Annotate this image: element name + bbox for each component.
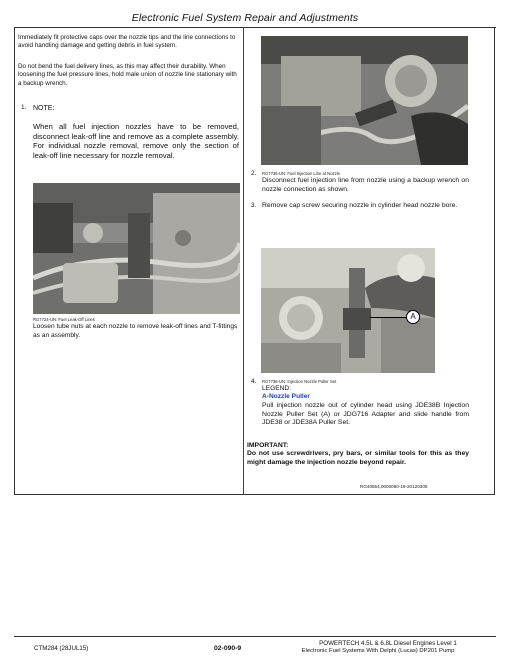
photo2-caption: RG7735-UN: Fuel Injection Line at Nozzle (262, 171, 340, 176)
photo-injection-line-at-nozzle (261, 36, 468, 165)
callout-a-badge (406, 310, 420, 324)
page-header-title: Electronic Fuel System Repair and Adjustments (131, 12, 359, 24)
step-1-number: 1. (21, 104, 27, 111)
footer-title-line-1: POWERTECH 4.5L & 6.8L Diesel Engines Level 1 (319, 640, 457, 647)
photo3-caption: RG7736-UN: Injection Nozzle Puller Set (262, 379, 337, 384)
intro-paragraph-1: Immediately fit protective caps over the nozzle tips and the line connections to avoid handling damage and getting debris in fuel system. (18, 34, 236, 50)
step-4-number: 4. (251, 378, 257, 385)
step-4-text: Pull injection nozzle out of cylinder head using JDE38B Injection Nozzle Puller Set (A) or JDG716 Adapter and slide handle from JDE38 or JDE38A Puller Set. (262, 402, 469, 427)
reference-code: RG40854,0000060-19-20120308 (360, 484, 428, 489)
legend-title: LEGEND: (262, 385, 291, 392)
callout-a-label: A (410, 312, 416, 321)
step-2-text: Disconnect fuel injection line from nozzle using a backup wrench on nozzle connection as shown. (262, 177, 469, 193)
step-3-text: Remove cap screw securing nozzle in cylinder head nozzle bore. (262, 202, 458, 209)
footer-manual-id: CTM284 (28JUL15) (34, 645, 89, 652)
note-text: When all fuel injection nozzles have to be removed, disconnect leak-off line and remove as a complete assembly. For individual nozzle removal, remove only the section of leak-off line necessary for nozzle removal. (33, 122, 239, 161)
callout-leader-line (370, 317, 406, 318)
note-heading: NOTE: (33, 105, 55, 112)
footer-title-line-2: Electronic Fuel Systems With Delphi (Lucas) DP201 Pump (301, 648, 455, 654)
legend-item-a: A-Nozzle Puller (262, 393, 310, 400)
important-heading: IMPORTANT: (247, 442, 289, 449)
intro-paragraph-2: Do not bend the fuel delivery lines, as this may affect their durability. When loosening the fuel pressure lines, hold male union of nozzle line stationary with a backup wrench. (18, 63, 237, 87)
photo1-caption: RG7724-UN: Fuel Leak-Off Lines (33, 317, 95, 322)
important-text: Do not use screwdrivers, pry bars, or similar tools for this as they might damage the injection nozzle beyond repair. (247, 450, 469, 466)
photo-fuel-leak-off-lines (33, 183, 240, 314)
step-3-number: 3. (251, 202, 257, 209)
column-divider (243, 27, 244, 495)
step-2-number: 2. (251, 170, 257, 177)
footer-page-number: 02-090-9 (214, 645, 242, 652)
photo1-instruction: Loosen tube nuts at each nozzle to remove leak-off lines and T-fittings as an assembly. (33, 323, 238, 339)
footer-rule (14, 636, 496, 637)
